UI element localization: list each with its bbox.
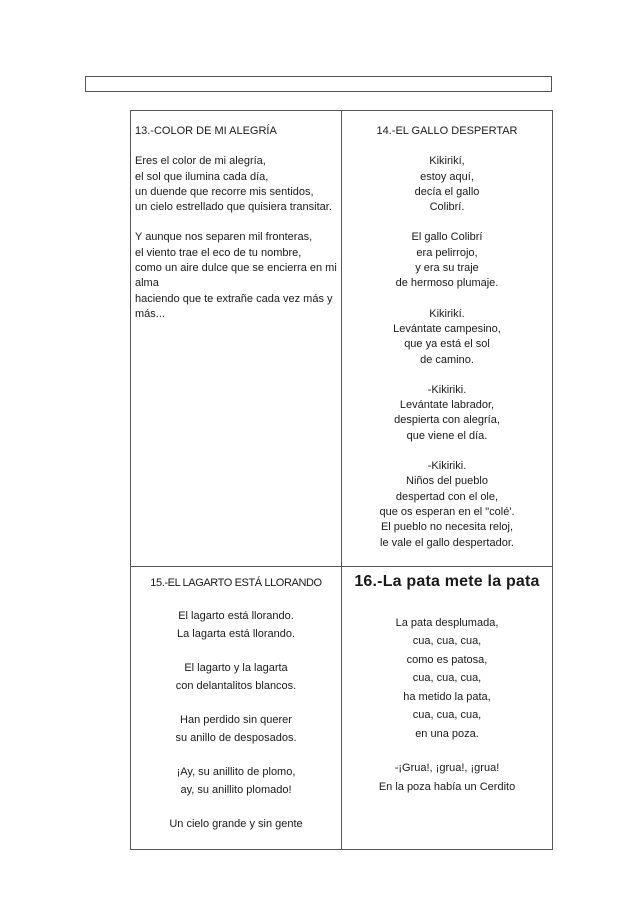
poem-line: En la poza había un Cerdito	[378, 780, 516, 793]
poem-line: su anillo de desposados.	[175, 732, 297, 745]
poem-line: Han perdido sin querer	[180, 714, 292, 727]
stanza	[346, 154, 548, 215]
stanza	[346, 230, 548, 291]
poem-line: La pata desplumada,	[395, 616, 499, 629]
poem-line: Niños del pueblo	[406, 475, 488, 488]
stanza	[346, 383, 548, 444]
poem-line: ¡Ay, su anillito de plomo,	[176, 766, 296, 779]
stanza	[346, 307, 548, 368]
poem-title: 15.-EL LAGARTO ESTÁ LLORANDO	[150, 576, 322, 589]
poem-line: cua, cua, cua,	[412, 709, 482, 722]
poem-line: -Kikiriki.	[427, 383, 467, 396]
poem-line: decía el gallo	[414, 185, 480, 198]
poem-title: 14.-EL GALLO DESPERTAR	[376, 125, 518, 137]
stanza	[135, 607, 337, 643]
poem-line: con delantalitos blancos.	[175, 680, 297, 693]
poem-line: Levántate campesino,	[393, 322, 501, 335]
poem-line: como es patosa,	[406, 653, 488, 666]
poem-title: 16.-La pata mete la pata	[354, 572, 540, 590]
poem-line: ay, su anillito plomado!	[180, 784, 292, 797]
poem-line: Eres el color de mi alegría,	[135, 155, 266, 168]
poem-line: en una poza.	[415, 727, 479, 740]
poem-line: un duende que recorre mis sentidos,	[135, 185, 314, 198]
poem-line: que viene el día.	[406, 429, 488, 442]
table-row	[131, 111, 553, 567]
stanza	[135, 763, 337, 799]
stanza	[135, 230, 337, 322]
poem-line: El lagarto está llorando.	[178, 610, 294, 623]
poem-15-cell	[131, 566, 342, 849]
poem-line: el viento trae el eco de tu nombre,	[135, 246, 302, 259]
poem-line: -Kikiriki.	[427, 460, 467, 473]
poem-line: El lagarto y la lagarta	[184, 662, 288, 675]
poem-line: -¡Grua!, ¡grua!, ¡grua!	[394, 762, 500, 775]
stanza	[346, 459, 548, 551]
poem-line: que ya está el sol	[404, 338, 490, 351]
poem-line: y era su traje	[415, 262, 479, 275]
poem-16-cell	[342, 566, 553, 849]
poems-table	[130, 110, 553, 850]
poem-14-cell	[342, 111, 553, 567]
poem-line: ha metido la pata,	[403, 690, 491, 703]
poem-line: La lagarta está llorando.	[176, 628, 296, 641]
poem-line: el sol que ilumina cada día,	[135, 170, 269, 183]
poem-line: que os esperan en el "colé'.	[379, 505, 515, 518]
table-row	[131, 566, 553, 849]
poem-line: de hermoso plumaje.	[395, 277, 499, 290]
poem-title: 13.-COLOR DE MI ALEGRÍA	[135, 125, 277, 137]
stanza	[135, 815, 337, 833]
poem-line: El gallo Colibrí	[411, 231, 483, 244]
poem-line: despierta con alegría,	[394, 414, 500, 427]
stanza	[346, 614, 548, 744]
poem-line: cua, cua, cua,	[412, 672, 482, 685]
stanza	[135, 711, 337, 747]
poem-line: cua, cua, cua,	[412, 635, 482, 648]
stanza	[346, 759, 548, 796]
poem-line: le vale el gallo despertador.	[380, 536, 514, 549]
stanza	[135, 154, 337, 215]
poem-line: estoy aquí,	[420, 170, 474, 183]
poem-line: El pueblo no necesita reloj,	[380, 521, 514, 534]
poem-line: Colibrí.	[429, 201, 465, 214]
poem-line: haciendo que te extrañe cada vez más y más...	[135, 292, 333, 320]
poem-line: Kikirikí,	[429, 155, 465, 168]
poem-line: un cielo estrellado que quisiera transitar.	[135, 201, 332, 214]
poem-13-cell	[131, 111, 342, 567]
poem-line: de camino.	[420, 353, 474, 366]
poem-line: Levántate labrador,	[399, 399, 495, 412]
poem-line: como un aire dulce que se encierra en mi alma	[135, 262, 337, 290]
poem-line: Y aunque nos separen mil fronteras,	[135, 231, 313, 244]
poem-line: despertad con el ole,	[395, 490, 499, 503]
poem-line: era pelirrojo,	[416, 246, 478, 259]
poem-line: Un cielo grande y sin gente	[169, 818, 303, 831]
header-box	[85, 76, 552, 92]
poem-line: Kikirikí.	[429, 307, 465, 320]
stanza	[135, 659, 337, 695]
